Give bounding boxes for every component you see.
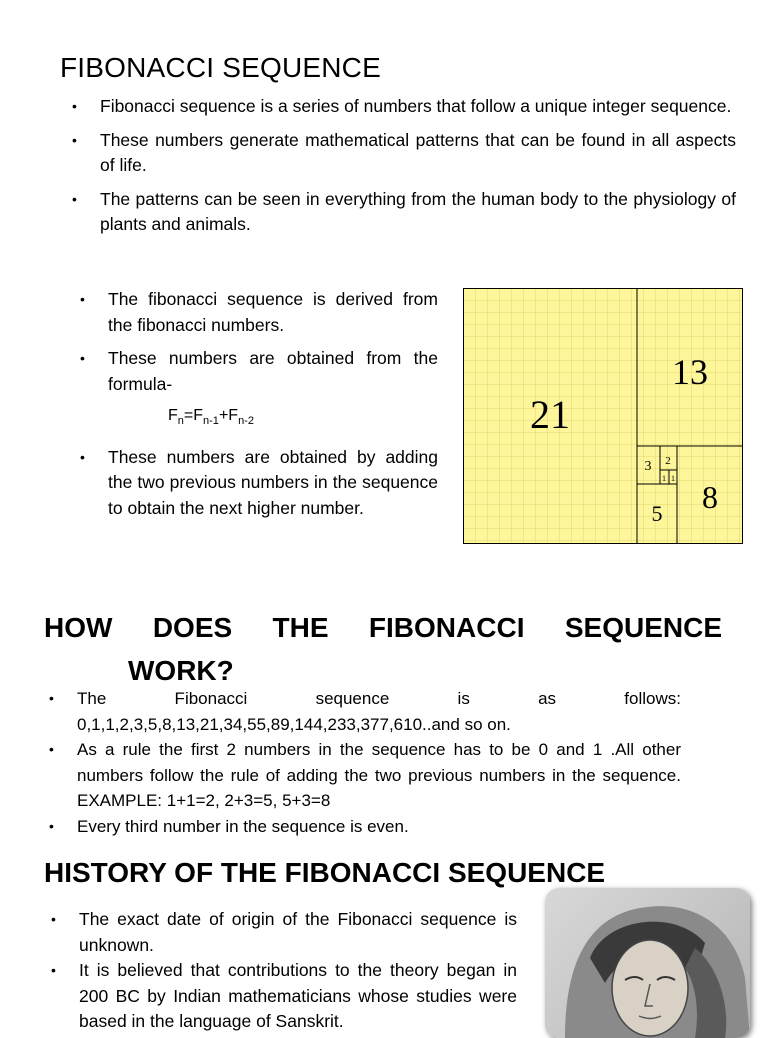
square-label-1: 1 (671, 474, 675, 483)
intro-list (100, 94, 736, 246)
derivation-bullet: • These numbers are obtained by adding the two previous numbers in the sequence to obtain the next higher number. (108, 445, 438, 522)
square-label-1: 1 (662, 474, 666, 483)
how-bullet: • The Fibonacci sequence is as follows: 0,1,1,2,3,5,8,13,21,34,55,89,144,233,377,610..and so on. (77, 686, 681, 737)
history-bullet: • It is believed that contributions to the theory began in 200 BC by Indian mathematicians whose studies were based in the language of Sanskrit. (79, 958, 517, 1035)
square-label-13: 13 (672, 352, 708, 392)
square-label-21: 21 (530, 392, 570, 437)
intro-bullet: • Fibonacci sequence is a series of numbers that follow a unique integer sequence. (100, 94, 736, 119)
square-label-2: 2 (665, 455, 671, 467)
history-heading: HISTORY OF THE FIBONACCI SEQUENCE (44, 857, 606, 888)
intro-bullet: • These numbers generate mathematical patterns that can be found in all aspects of life. (100, 128, 736, 178)
fibonacci-portrait-image (545, 888, 750, 1038)
history-list (79, 907, 517, 1035)
intro-bullet: • The patterns can be seen in everything from the human body to the physiology of plants and animals. (100, 187, 736, 237)
derivation-bullet (108, 346, 438, 435)
fibonacci-formula: $F_n=F_{n-1}+F_{n-2}$ (168, 407, 254, 428)
square-label-8: 8 (702, 479, 718, 515)
square-label-5: 5 (651, 501, 663, 526)
history-bullet: • The exact date of origin of the Fibonacci sequence is unknown. (79, 907, 517, 958)
page-title: FIBONACCI SEQUENCE (60, 52, 381, 83)
how-list (77, 686, 681, 839)
how-bullet: • Every third number in the sequence is even. (77, 814, 681, 840)
derivation-bullet: • The fibonacci sequence is derived from the fibonacci numbers. (108, 287, 438, 338)
how-heading-line2: WORK? (128, 655, 234, 686)
how-bullet: • As a rule the first 2 numbers in the sequence has to be 0 and 1 .All other numbers follow the rule of adding the two previous numbers in the sequence. EXAMPLE: 1+1=2, 2+3=5, 5+3=8 (77, 737, 681, 814)
derivation-list (108, 287, 438, 529)
square-label-3: 3 (644, 459, 652, 474)
how-heading: HOW DOES THE FIBONACCI SEQUENCE (44, 612, 722, 643)
fibonacci-squares-diagram (463, 288, 743, 544)
derivation-bullet-text: These numbers are obtained from the formula- (108, 348, 438, 394)
